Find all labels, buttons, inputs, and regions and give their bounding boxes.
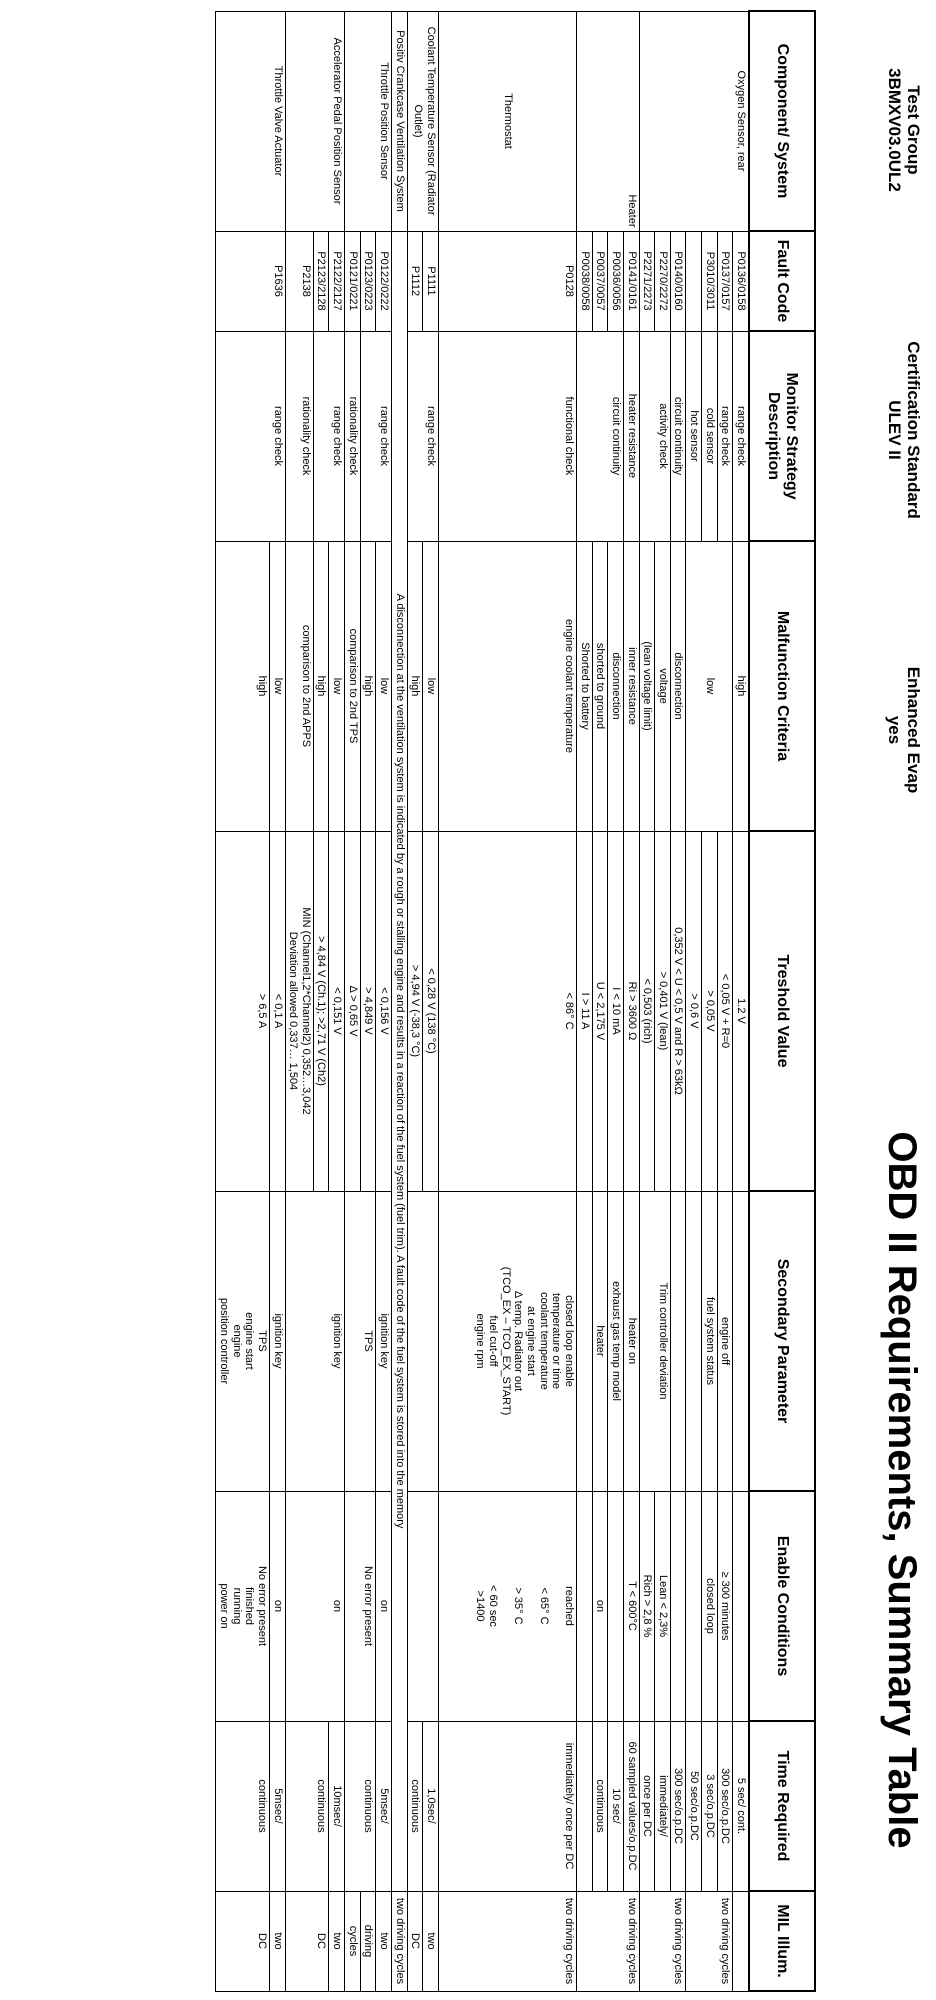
fault-code: P2123/2128 [313,231,329,331]
time-cell: continuous [592,1721,608,1891]
secondary-cell: ignition key [376,1191,392,1491]
table-row [639,11,655,1991]
enable-line [550,1495,563,1718]
threshold-line: Deviation allowed 0,337… 1,504 [287,931,300,1091]
mil-cell: two [329,1891,345,1991]
mil-cell: cycles [345,1891,361,1991]
malfunction-cell: comparison to 2nd TPS [345,541,361,831]
secondary-cell [438,1191,576,1491]
enable-line [499,1495,512,1718]
table-row [733,11,749,1991]
page-title: OBD II Requirements, Summary Table [880,1131,924,1849]
fault-code: P0141/0161 [623,231,639,331]
table-row [686,11,702,1991]
enable-line: finished [243,1587,256,1625]
enable-line: reached [562,1586,575,1626]
col-secondary: Secondary Parameter [749,1191,815,1491]
monitor-cell: range check [216,331,285,541]
time-cell: once per DC [639,1721,655,1891]
time-cell: immediately/ [655,1721,671,1891]
secondary-cell [686,1191,702,1491]
threshold-cell: > 0,401 V (lean) [655,831,671,1191]
secondary-cell: ignition key [269,1191,285,1491]
threshold-cell: 0,352 V < U < 0,5 V and R > 63kΩ [670,831,686,1191]
fault-code: P1112 [407,231,423,331]
enable-cell [608,1491,624,1721]
secondary-cell: Trim controller deviation [639,1191,670,1491]
time-cell: immediately/ once per DC [438,1721,576,1891]
fault-code: P0037/0057 [592,231,608,331]
monitor-cell: circuit continuity [576,331,623,541]
threshold-line: MIN (Channel1,2*Channel2) 0,352…3,042 [299,907,312,1115]
fault-code: P0136/0158 [733,231,749,331]
enable-line: power on [217,1583,230,1629]
table-row [592,11,608,1991]
threshold-cell: > 4,849 V [360,831,376,1191]
fault-code: P2122/2127 [329,231,345,331]
monitor-cell: heater resistance [623,331,639,541]
secondary-cell [216,1191,270,1491]
monitor-cell: range check [407,331,438,541]
col-malfunction: Malfunction Criteria [749,541,815,831]
cert-header [885,300,922,560]
malfunction-cell: high [360,541,376,831]
mil-cell: two driving cycles [438,1891,576,1991]
monitor-cell: range check [360,331,391,541]
time-cell: continuous [216,1721,270,1891]
mil-cell: two [376,1891,392,1991]
table-row [702,11,718,1991]
fault-code: P0036/0056 [608,231,624,331]
secondary-line: TPS [255,1330,268,1352]
secondary-cell: heater on [623,1191,639,1491]
secondary-cell: heater [592,1191,608,1491]
time-cell: 3 sec/o.p.DC [702,1721,718,1891]
threshold-cell: > 0,05 V [702,831,718,1191]
malfunction-cell: low [376,541,392,831]
enable-cell: Lean < 2,3% [655,1491,671,1721]
col-monitor: Monitor Strategy Description [749,331,815,541]
header-row [749,11,815,1991]
time-cell: 1,0sec/ [423,1721,439,1891]
mil-cell [733,1891,749,1991]
col-fault-code: Fault Code [749,231,815,331]
enable-cell: No error present [345,1491,376,1721]
malfunction-cell: disconnection [608,541,624,831]
malfunction-cell: inner resistance [623,541,639,831]
secondary-line: engine start [243,1312,256,1370]
test-group-label: Test Group [904,85,923,175]
threshold-cell: I > 11 A [576,831,592,1191]
component-cell: Oxygen Sensor, rear [639,11,749,231]
table-row [623,11,639,1991]
pcv-note: A disconnection at the ventilation system is indicated by a rough or stalling engine and results in a reaction of the fuel system (fuel trim). A fault code of the fuel system is stored into the memory [392,231,408,1891]
enable-cell [576,1491,592,1721]
secondary-cell [407,1191,438,1491]
fault-code: P0128 [438,231,576,331]
time-cell: continuous [407,1721,423,1891]
time-cell: 300 sec/o.p.DC [717,1721,733,1891]
enable-cell [686,1491,702,1721]
enable-line: No error present [255,1565,268,1647]
fault-code: P3010/3011 [702,231,718,331]
secondary-line: fuel cut-off [487,1315,500,1367]
enable-line [524,1495,537,1718]
time-cell: 300 sec/o.p.DC [670,1721,686,1891]
monitor-cell: rationality check [285,331,313,541]
table-row [392,11,408,1991]
threshold-cell: < 0,28 V (138 °C) [423,831,439,1191]
enable-line: > 35° C [512,1587,525,1625]
mil-cell: two driving cycles [392,1891,408,1991]
monitor-cell: range check [313,331,344,541]
component-cell: Accelerator Pedal Position Sensor [285,11,345,231]
col-component: Component/ System [749,11,815,231]
enable-cell: Rich > 2,8 % [639,1491,655,1721]
evap-header [885,600,922,860]
enable-line: < 60 sec [487,1585,500,1627]
monitor-cell: circuit continuity [670,331,686,541]
malfunction-cell: disconnection [670,541,686,831]
component-cell: Throttle Position Sensor [345,11,392,231]
component-cell: Positiv Crankcase Ventilation System [392,11,408,231]
table-row [608,11,624,1991]
time-cell: continuous [345,1721,376,1891]
threshold-cell: < 0,1 A [269,831,285,1191]
secondary-line: engine rpm [474,1313,487,1369]
cert-label: Certification Standard [904,341,923,519]
threshold-cell: > 4,94 V (-38,3 °C) [407,831,423,1191]
time-cell: continuous [285,1721,329,1891]
mil-cell: two driving cycles [576,1891,639,1991]
malfunction-cell: low [423,541,439,831]
fault-code: P2271/2273 [639,231,655,331]
threshold-cell: < 0,156 V [376,831,392,1191]
time-cell: 50 sec/o.p.DC [686,1721,702,1891]
malfunction-cell: comparison to 2nd APPS [285,541,313,831]
malfunction-cell: high [216,541,270,831]
secondary-cell: ignition key [285,1191,345,1491]
table-row [655,11,671,1991]
test-group-header [885,20,922,240]
component-cell: Coolant Temperature Sensor (Radiator Outlet) [407,11,438,231]
threshold-cell: > 0,6 V [686,831,702,1191]
fault-code: P0038/0058 [576,231,592,331]
malfunction-cell: Shorted to battery [576,541,592,831]
enable-line: running [230,1587,243,1625]
enable-cell: on [285,1491,345,1721]
mil-cell: two driving cycles [639,1891,686,1991]
component-cell: Throttle Valve Actuator [216,11,285,231]
secondary-line: (TCO_EX – TCO_EX_START) [499,1266,512,1416]
threshold-cell [285,831,313,1191]
mil-cell: two driving cycles [686,1891,733,1991]
secondary-cell: engine off [717,1191,733,1491]
enable-cell: closed loop [702,1491,718,1721]
fault-code: P0122/0222 [376,231,392,331]
secondary-cell: fuel system status [702,1191,718,1491]
fault-code: P0121/0221 [345,231,361,331]
test-group-value: 3BMXV03.0UL2 [885,68,905,192]
malfunction-cell: low [329,541,345,831]
enable-cell: on [269,1491,285,1721]
enable-line: < 65° C [537,1587,550,1625]
col-threshold: Treshold Value [749,831,815,1191]
threshold-cell: U < 2,175 V [592,831,608,1191]
table-row [360,11,376,1991]
enable-cell: on [592,1491,608,1721]
threshold-cell: I < 10 mA [608,831,624,1191]
time-cell [576,1721,592,1891]
col-mil: MIL Illum. [749,1891,815,1991]
secondary-line: closed loop enable [562,1295,575,1387]
malfunction-cell: low [269,541,285,831]
enable-line: >1400 [474,1590,487,1622]
monitor-cell: range check [717,331,733,541]
monitor-cell: range check [733,331,749,541]
evap-value: yes [885,715,905,745]
enable-cell [733,1491,749,1721]
secondary-cell [733,1191,749,1491]
table-row [717,11,733,1991]
secondary-line: Δ temp. Radiator out [512,1290,525,1392]
fault-code: P2270/2272 [655,231,671,331]
cert-value: ULEV II [885,400,905,460]
enable-cell [670,1491,686,1721]
fault-code: P1636 [216,231,285,331]
threshold-cell: < 0,05 V + R=0 [717,831,733,1191]
threshold-cell: < 0,503 (rich) [639,831,655,1191]
component-cell: Thermostat [438,11,576,231]
secondary-line: at engine start [525,1306,538,1376]
secondary-cell: exhaust gas temp model [608,1191,624,1491]
malfunction-cell: engine coolant temperature [438,541,576,831]
enable-cell: ≥ 300 minutes [717,1491,733,1721]
threshold-cell: > 4,84 V (Ch.1); >2,71 V (Ch2) [313,831,329,1191]
secondary-line: coolant temperature [537,1292,550,1390]
monitor-cell: activity check [639,331,670,541]
obd-summary-table [215,10,816,1992]
evap-label: Enhanced Evap [904,666,923,794]
fault-code [686,231,702,331]
mil-cell: two [423,1891,439,1991]
enable-cell [407,1491,438,1721]
threshold-cell: Δ > 0,65 V [345,831,361,1191]
malfunction-cell: voltage [655,541,671,831]
time-cell: 10 sec/ [608,1721,624,1891]
threshold-cell: > 6,5 A [216,831,270,1191]
threshold-cell: < 86° C [438,831,576,1191]
fault-code: P1111 [423,231,439,331]
fault-code: P0123/0223 [360,231,376,331]
malfunction-cell: high [733,541,749,831]
time-cell: 60 sampled values/o.p.DC [623,1721,639,1891]
malfunction-cell: (lean voltage limit) [639,541,655,831]
time-cell: 5msec/ [376,1721,392,1891]
secondary-line: position controller [217,1297,230,1385]
time-cell: 5 sec/ cont. [733,1721,749,1891]
secondary-cell: TPS [345,1191,376,1491]
time-cell: 10msec/ [329,1721,345,1891]
mil-cell: driving [360,1891,376,1991]
malfunction-cell: high [313,541,329,831]
mil-cell: DC [285,1891,329,1991]
malfunction-cell: high [407,541,423,831]
monitor-cell: rationality check [345,331,361,541]
secondary-cell [670,1191,686,1491]
mil-cell: two [269,1891,285,1991]
threshold-cell: Ri > 3600 Ω [623,831,639,1191]
table-row [670,11,686,1991]
fault-code: P2138 [285,231,313,331]
malfunction-cell: low [686,541,733,831]
table-row [423,11,439,1991]
secondary-line: temperature or time [550,1293,563,1389]
fault-code: P0137/0157 [717,231,733,331]
monitor-cell: cold sensor [702,331,718,541]
time-cell: 5msec/ [269,1721,285,1891]
secondary-cell [576,1191,592,1491]
enable-cell: T < 600°C [623,1491,639,1721]
table-row [576,11,592,1991]
threshold-cell: < 0,151 V [329,831,345,1191]
col-enable: Enable Conditions [749,1491,815,1721]
col-time: Time Required [749,1721,815,1891]
threshold-cell: 1.2 V [733,831,749,1191]
table-row [269,11,285,1991]
table-row [329,11,345,1991]
mil-cell: DC [216,1891,270,1991]
monitor-cell: functional check [438,331,576,541]
enable-cell: on [376,1491,392,1721]
secondary-line: engine [230,1324,243,1358]
monitor-cell: hot sensor [686,331,702,541]
table-row [376,11,392,1991]
component-cell: Heater [576,11,639,231]
enable-cell [438,1491,576,1721]
table-row [438,11,576,1991]
mil-cell: DC [407,1891,423,1991]
fault-code: P0140/0160 [670,231,686,331]
enable-cell [216,1491,270,1721]
malfunction-cell: shorted to ground [592,541,608,831]
